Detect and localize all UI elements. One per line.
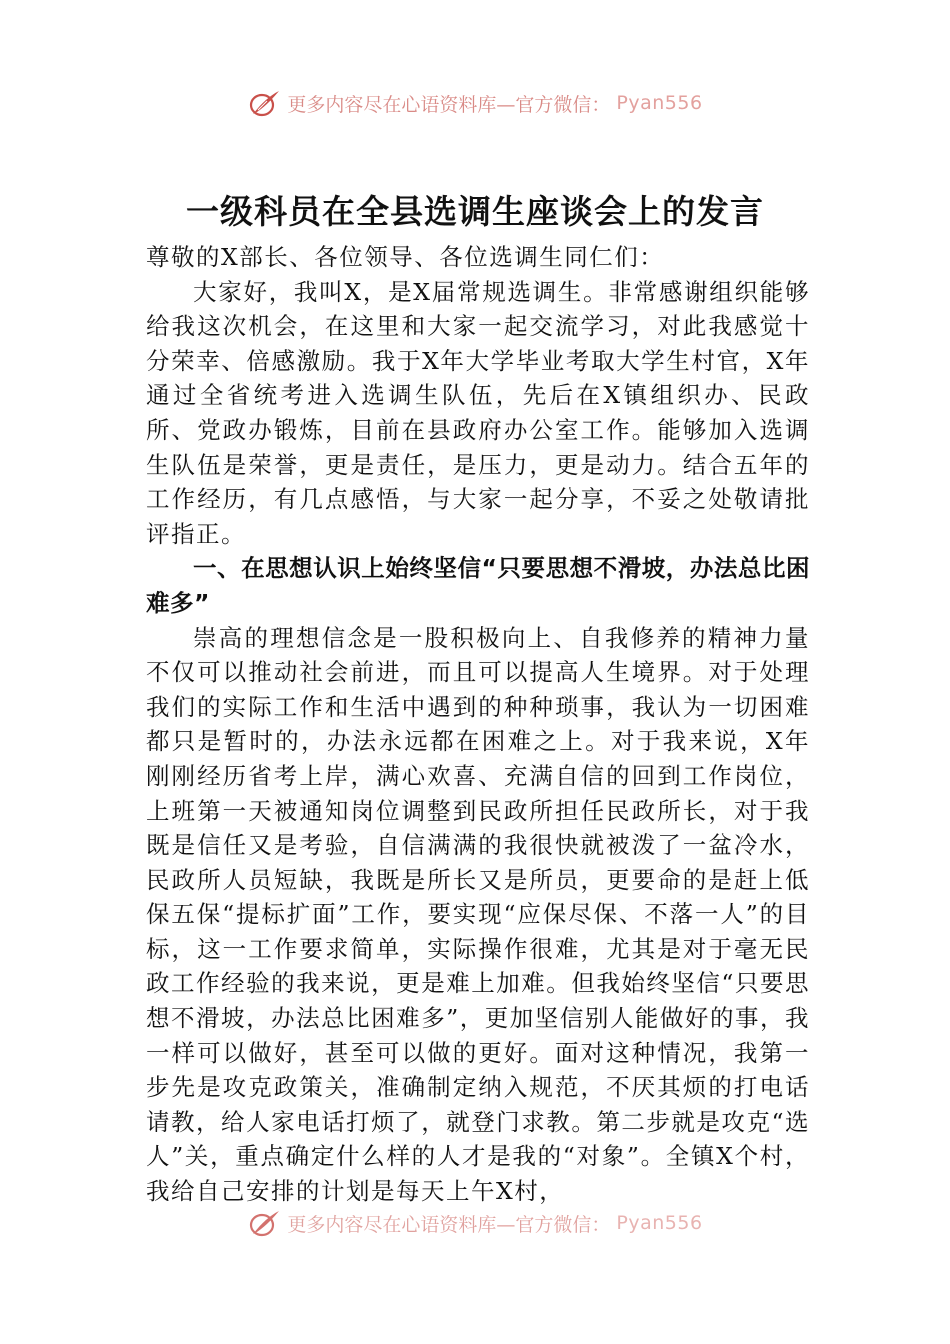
intro-paragraph: 大家好，我叫X，是X届常规选调生。非常感谢组织能够给我这次机会，在这里和大家一起交流学习，对此我感觉十分荣幸、倍感激励。我于X年大学毕业考取大学生村官，X年通过全省统考进入选调生队伍，先后在X镇组织办、民政所、党政办锻炼，目前在县政府办公室工作。能够加入选调生队伍是荣誉，更是责任，是压力，更是动力。结合五年的工作经历，有几点感悟，与大家一起分享，不妥之处敬请批评指正。 — [146, 277, 810, 548]
salutation: 尊敬的X部长、各位领导、各位选调生同仁们： — [146, 243, 665, 271]
watermark-text: 更多内容尽在心语资料库—官方微信： — [287, 93, 611, 116]
quill-logo-icon — [247, 1208, 281, 1238]
section-heading: 一、在思想认识上始终坚信“只要思想不滑坡，办法总比困难多” — [146, 554, 810, 617]
footer-watermark — [0, 1208, 950, 1238]
watermark-handle: Pyan556 — [616, 92, 703, 114]
watermark-handle: Pyan556 — [616, 1212, 703, 1234]
document-title: 一级科员在全县选调生座谈会上的发言 — [186, 192, 764, 231]
watermark-text: 更多内容尽在心语资料库—官方微信： — [287, 1213, 611, 1236]
document-body — [146, 240, 810, 1209]
section-paragraph: 崇高的理想信念是一股积极向上、自我修养的精神力量不仅可以推动社会前进，而且可以提高人生境界。对于处理我们的实际工作和生活中遇到的种种琐事，我认为一切困难都只是暂时的，办法永远都在困难之上。对于我来说，X年刚刚经历省考上岸，满心欢喜、充满自信的回到工作岗位，上班第一天被通知岗位调整到民政所担任民政所长，对于我既是信任又是考验，自信满满的我很快就被泼了一盆冷水，民政所人员短缺，我既是所长又是所员，更要命的是赶上低保五保“提标扩面”工作，要实现“应保尽保、不落一人”的目标，这一工作要求简单，实际操作很难，尤其是对于毫无民政工作经验的我来说，更是难上加难。但我始终坚信“只要思想不滑坡，办法总比困难多”，更加坚信别人能做好的事，我一样可以做好，甚至可以做的更好。面对这种情况，我第一步先是攻克政策关，准确制定纳入规范，不厌其烦的打电话请教，给人家电话打烦了，就登门求教。第二步就是攻克“选人”关，重点确定什么样的人才是我的“对象”。全镇X个村，我给自己安排的计划是每天上午X村， — [146, 623, 810, 1206]
